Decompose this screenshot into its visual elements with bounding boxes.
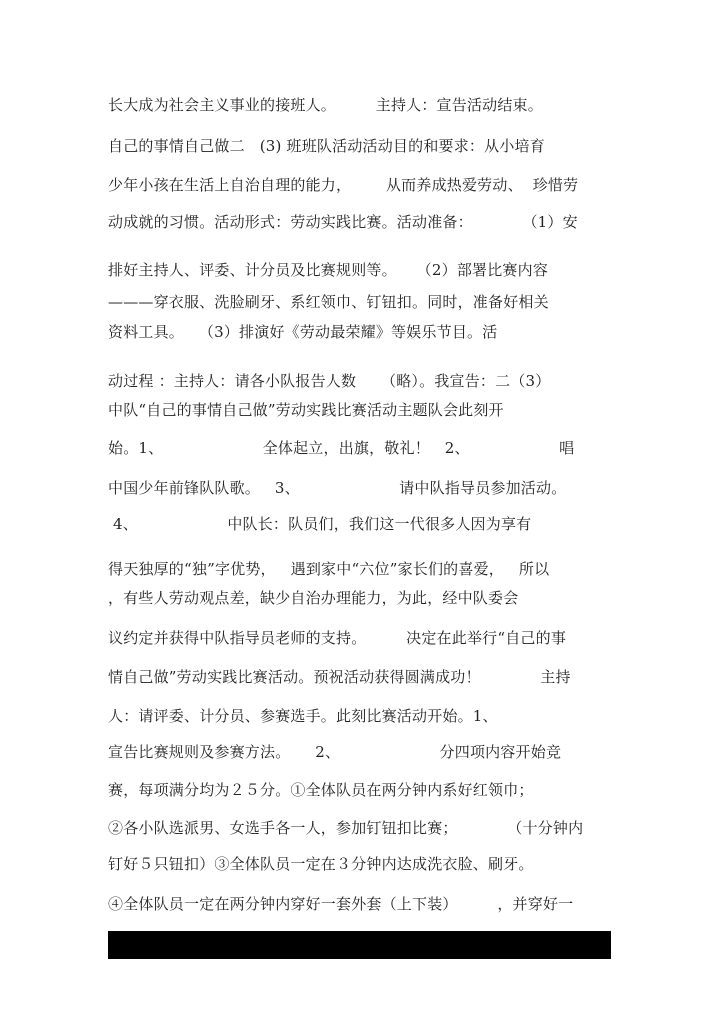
text-line-3: 少年小孩在生活上自治自理的能力， 从而养成热爱劳动、 珍惜劳: [108, 176, 579, 194]
text-line-10: 始。1、 全体起立，出旗，敬礼！ 2、 唱: [108, 439, 575, 457]
text-line-8: 动过程 ：主持人：请各小队报告人数 （略）。我宣告：二（3）: [108, 372, 551, 390]
text-line-17: 人：请评委、计分员、参赛选手。此刻比赛活动开始。1、: [108, 707, 498, 725]
text-line-13: 得天独厚的“独”字优势， 遇到家中“六位”家长们的喜爱， 所以: [108, 560, 550, 578]
text-line-21: 钉好５只钮扣）③全体队员一定在３分钟内达成洗衣脸、刷牙。: [108, 855, 534, 873]
text-line-18: 宣告比赛规则及参赛方法。 2、 分四项内容开始竞: [108, 743, 562, 761]
text-line-22: ④全体队员一定在两分钟内穿好一套外套（上下装） ，并穿好一: [108, 895, 574, 913]
text-line-7: 资料工具。 （3）排演好《劳动最荣耀》等娱乐节目。活: [108, 323, 498, 341]
text-line-15: 议约定并获得中队指导员老师的支持。 决定在此举行“自己的事: [108, 629, 567, 647]
text-line-6: ———穿衣服、洗脸刷牙、系红领巾、钉钮扣。同时，准备好相关: [108, 293, 549, 311]
text-line-20: ②各小队选派男、女选手各一人，参加钉钮扣比赛； （十分钟内: [108, 819, 584, 837]
text-line-14: ，有些人劳动观点差，缺少自治办理能力，为此，经中队委会: [108, 589, 519, 607]
text-line-12: 4、 中队长：队员们，我们这一代很多人因为享有: [108, 515, 532, 533]
text-line-9: 中队“自己的事情自己做”劳动实践比赛活动主题队会此刻开: [108, 401, 504, 419]
text-line-16: 情自己做”劳动实践比赛活动。预祝活动获得圆满成功！ 主持: [108, 668, 571, 686]
text-line-2: 自己的事情自己做二 (3) 班班队活动活动目的和要求：从小培育: [108, 137, 545, 155]
text-line-19: 赛，每项满分均为２５分。①全体队员在两分钟内系好红领巾；: [108, 781, 534, 799]
text-line-1: 长大成为社会主义事业的接班人。 主持人：宣告活动结束。: [108, 96, 543, 114]
text-line-5: 排好主持人、评委、计分员及比赛规则等。 （2）部署比赛内容: [108, 261, 549, 279]
text-line-4: 动成就的习惯。活动形式：劳动实践比赛。活动准备： （1）安: [108, 213, 578, 231]
redaction-bar: [108, 931, 611, 959]
text-line-11: 中国少年前锋队队歌。 3、 请中队指导员参加活动。: [108, 479, 567, 497]
